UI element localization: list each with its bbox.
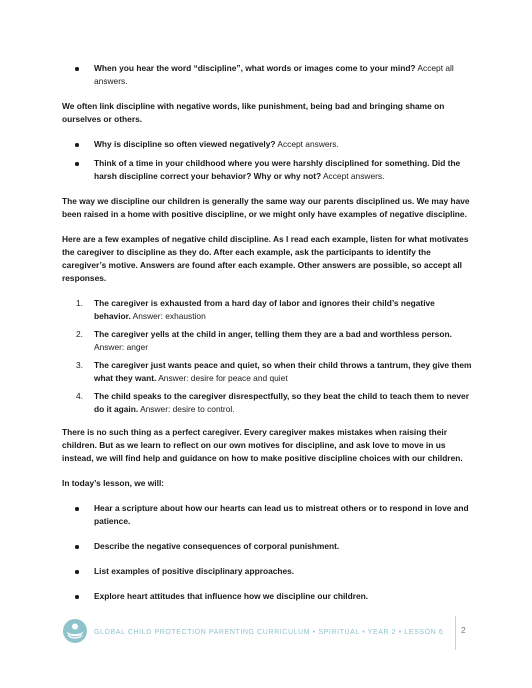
bullet-icon [75, 162, 79, 166]
example-answer: Answer: desire to control. [138, 404, 235, 414]
question-text: Think of a time in your childhood where you were harshly disciplined for something. Did the harsh discipline correct your behavior? Why or why not? [94, 158, 461, 181]
paragraph-parents: The way we discipline our children is generally the same way our parents disciplined us. We may have been raised in a home with positive discipline, or we might only have examples of negative discipline. [62, 196, 470, 219]
page-number: 2 [461, 625, 466, 635]
lesson-intro: In today’s lesson, we will: [62, 478, 165, 488]
objective-text: List examples of positive disciplinary approaches. [94, 566, 295, 576]
list-item [62, 157, 472, 183]
item-number: 3. [76, 360, 83, 370]
list-item [62, 590, 472, 603]
question-note: Accept answers. [321, 171, 385, 181]
list-item [62, 62, 472, 88]
lesson-objectives-list [62, 502, 472, 603]
question-note: Accept all answers. [94, 63, 454, 86]
paragraph-negative-words: We often link discipline with negative words, like punishment, being bad and bringing shame on ourselves or others. [62, 101, 445, 124]
bullet-icon [75, 595, 79, 599]
footer-divider [455, 616, 456, 650]
item-number: 2. [76, 329, 83, 339]
bullet-icon [75, 143, 79, 147]
list-item [62, 359, 472, 385]
examples-list [62, 297, 472, 416]
list-item [62, 390, 472, 416]
bullet-icon [75, 507, 79, 511]
paragraph-perfect-caregiver: There is no such thing as a perfect caregiver. Every caregiver makes mistakes when raising their children. But as we learn to reflect on our own motives for discipline, and ask love to move in us instead, we will find help and guidance on how to make positive discipline choices with our children. [62, 427, 463, 463]
question-list-2 [62, 138, 472, 183]
page-footer [62, 614, 482, 654]
bullet-icon [75, 570, 79, 574]
list-item [62, 540, 472, 553]
item-number: 4. [76, 391, 83, 401]
objective-text: Describe the negative consequences of corporal punishment. [94, 541, 340, 551]
list-item [62, 297, 472, 323]
example-text: The child speaks to the caregiver disrespectfully, so they beat the child to teach them to never do it again. [94, 391, 469, 414]
item-number: 1. [76, 298, 83, 308]
question-text: Why is discipline so often viewed negatively? [94, 139, 276, 149]
example-text: The caregiver is exhausted from a hard day of labor and ignores their child’s negative behavior. [94, 298, 435, 321]
question-note: Accept answers. [275, 139, 339, 149]
bullet-icon [75, 545, 79, 549]
question-text: When you hear the word “discipline”, what words or images come to your mind? [94, 63, 416, 73]
bullet-icon [75, 67, 79, 71]
hands-logo-icon [62, 618, 88, 644]
example-answer: Answer: desire for peace and quiet [156, 373, 288, 383]
paragraph-examples-intro: Here are a few examples of negative child discipline. As I read each example, listen for what motivates the caregiver to discipline as they do. After each example, ask the participants to identify the caregiver’s motive. Answers are found after each example. Other answers are possible, so accept all responses. [62, 234, 469, 283]
example-answer: Answer: anger [94, 342, 148, 352]
objective-text: Hear a scripture about how our hearts can lead us to mistreat others or to respond in love and patience. [94, 503, 469, 526]
list-item [62, 328, 472, 354]
page-content [62, 62, 472, 615]
footer-text: GLOBAL CHILD PROTECTION PARENTING CURRICULUM • SPIRITUAL • YEAR 2 • LESSON 6 [94, 629, 444, 636]
list-item [62, 565, 472, 578]
list-item [62, 502, 472, 528]
question-list-1 [62, 62, 472, 88]
example-text: The caregiver just wants peace and quiet, so when their child throws a tantrum, they give them what they want. [94, 360, 472, 383]
example-text: The caregiver yells at the child in anger, telling them they are a bad and worthless person. [94, 329, 452, 339]
example-answer: Answer: exhaustion [130, 311, 206, 321]
list-item [62, 138, 472, 151]
objective-text: Explore heart attitudes that influence how we discipline our children. [94, 591, 369, 601]
